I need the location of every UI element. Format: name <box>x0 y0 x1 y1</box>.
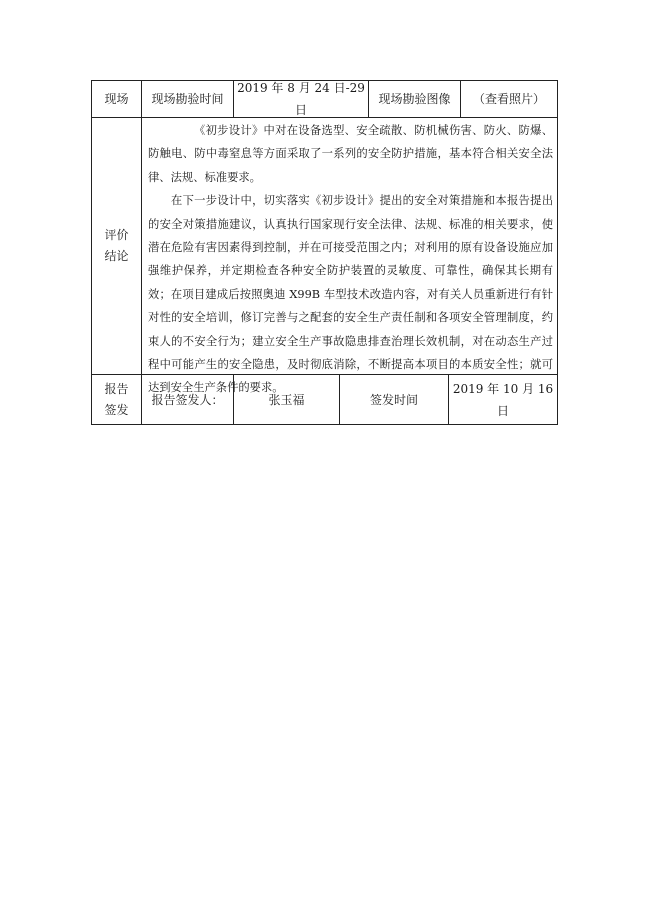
evaluation-label-line1: 评价 <box>104 227 129 242</box>
signoff-date-label: 签发时间 <box>369 392 418 407</box>
signoff-label-line1: 报告 <box>104 381 129 396</box>
evaluation-content <box>142 117 557 395</box>
evaluation-label-line2: 结论 <box>104 248 129 263</box>
signoff-date-value: 2019 年 10 月 16 日 <box>452 381 554 418</box>
view-photos-link[interactable]: （查看照片） <box>472 92 545 106</box>
report-table <box>91 80 558 425</box>
signer-label: 报告签发人： <box>151 392 224 407</box>
inspection-time-value: 2019 年 8 月 24 日-29 日 <box>237 81 365 117</box>
inspection-image-label: 现场勘验图像 <box>378 92 451 106</box>
signoff-label-line2: 签发 <box>104 402 129 417</box>
inspection-time-label: 现场勘验时间 <box>151 92 224 106</box>
site-label: 现场 <box>104 92 129 106</box>
evaluation-label <box>92 117 141 374</box>
evaluation-paragraph: 《初步设计》中对在设备选型、安全疏散、防机械伤害、防火、防爆、防触电、防中毒窒息等方面采取了一系列的安全防护措施，基本符合相关安全法律、法规、标准要求。 <box>148 124 553 184</box>
signer-name: 张玉福 <box>268 392 305 407</box>
signoff-label <box>92 374 141 425</box>
evaluation-paragraph: 在下一步设计中，切实落实《初步设计》提出的安全对策措施和本报告提出的安全对策措施建议，认真执行国家现行安全法律、法规、标准的相关要求，使潜在危险有害因素得到控制，并在可接受范围之内；对利用的原有设备设施应加强维护保养，并定期检查各种安全防护装置的灵敏度、可靠性，确保其长期有效；在项目建成后按照奥迪 X99B 车型技术改造内容，对有关人员重新进行有针对性的安全培训，修订完善与之配套的安全生产责任制和各项安全管理制度，约束人的不安全行为；建立安全生产事故隐患排查治理长效机制，对在动态生产过程中可能产生的安全隐患，及时彻底消除，不断提高本项目的本质安全性；就可达到安全生产条件的要求。 <box>148 194 553 395</box>
